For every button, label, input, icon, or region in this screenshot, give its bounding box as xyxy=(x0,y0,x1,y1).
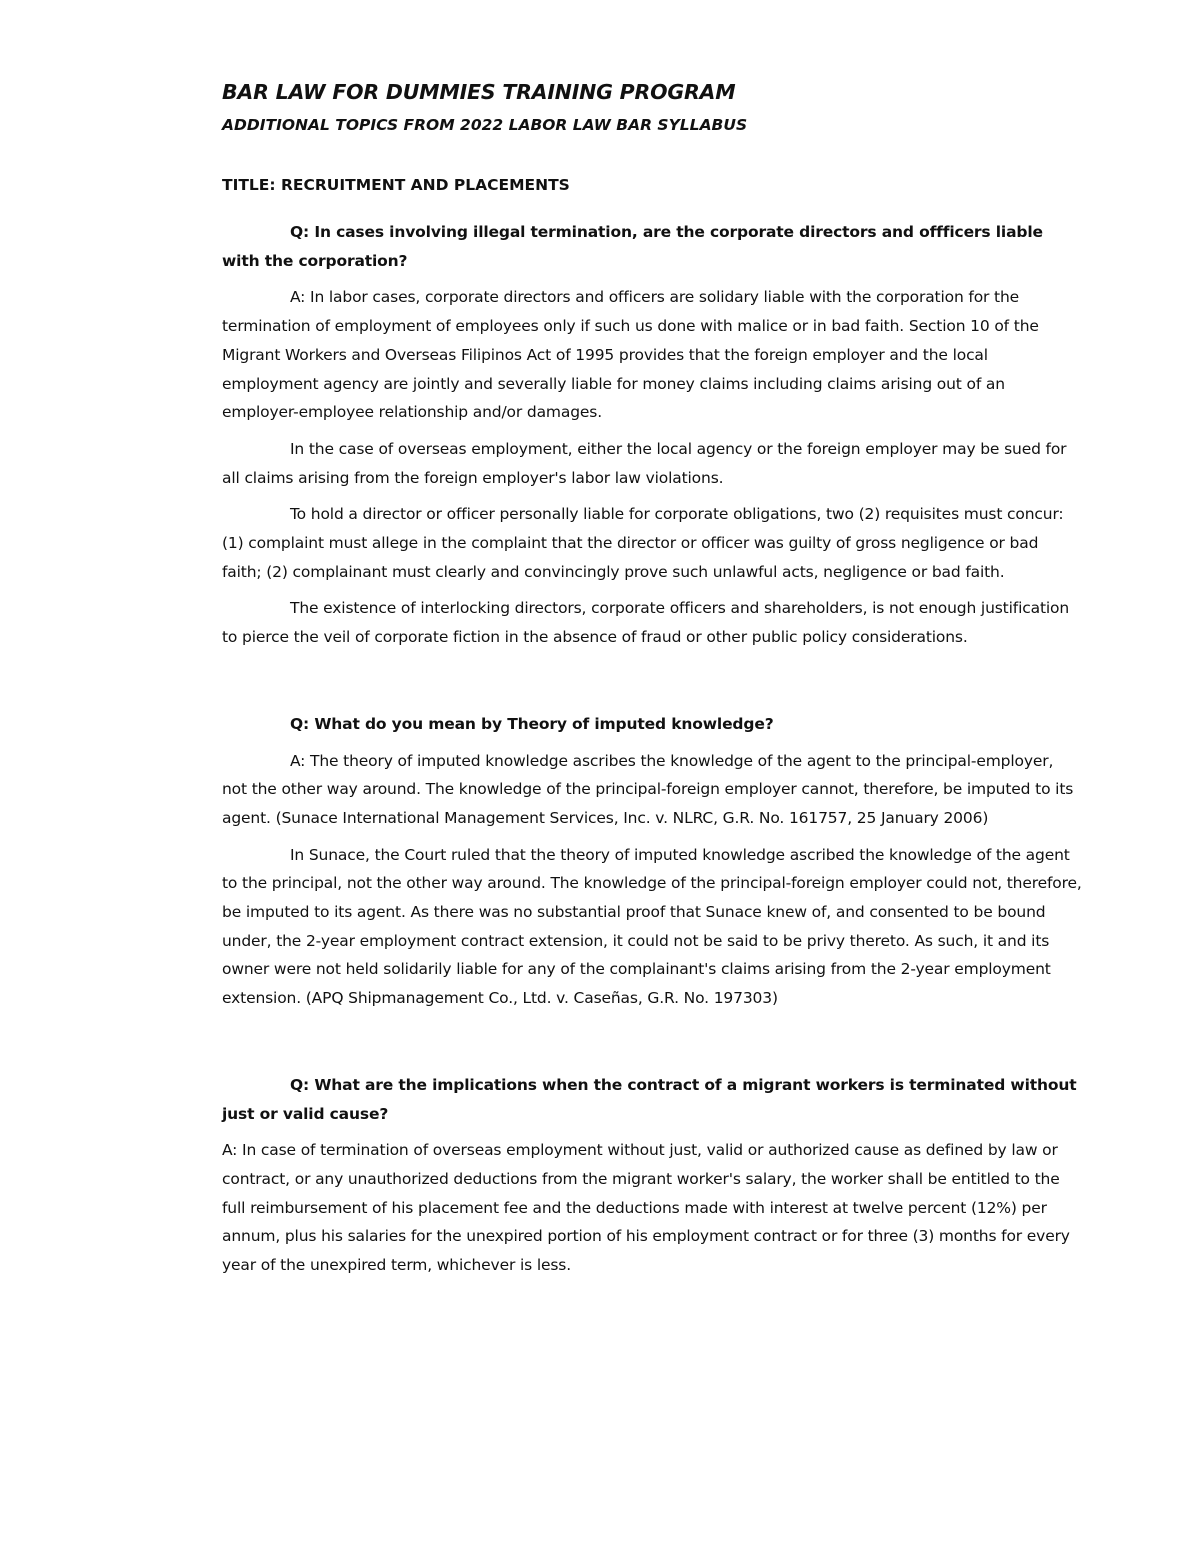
question-2: Q: What do you mean by Theory of imputed knowledge? xyxy=(290,714,774,733)
answer-1-paragraph-3: To hold a director or officer personally liable for corporate obligations, two (2) requisites must concur: (1) complaint must allege in the complaint that the director or officer was guilty of gross negligence or bad faith; (2) complainant must clearly and convincingly prove such unlawful acts, negligence or bad faith. xyxy=(222,505,1064,581)
answer-1-paragraph-1: A: In labor cases, corporate directors and officers are solidary liable with the corporation for the termination of employment of employees only if such us done with malice or in bad faith. Section 10 of the Migrant Workers and Overseas Filipinos Act of 1995 provides that the foreign employer and the local employment agency are jointly and severally liable for money claims including claims arising out of an employer-employee relationship and/or damages. xyxy=(222,288,1039,422)
answer-2-paragraph-2: In Sunace, the Court ruled that the theory of imputed knowledge ascribed the knowledge of the agent to the principal, not the other way around. The knowledge of the principal-foreign employer could not, therefore, be imputed to its agent. As there was no substantial proof that Sunace knew of, and consented to be bound under, the 2-year employment contract extension, it could not be said to be privy thereto. As such, it and its owner were not held solidarily liable for any of the complainant's claims arising from the 2-year employment extension. (APQ Shipmanagement Co., Ltd. v. Caseñas, G.R. No. 197303) xyxy=(222,845,1082,1008)
answer-1-paragraph-4: The existence of interlocking directors, corporate officers and shareholders, is not enough justification to pierce the veil of corporate fiction in the absence of fraud or other public policy considerations. xyxy=(222,599,1070,647)
section-title: TITLE: RECRUITMENT AND PLACEMENTS xyxy=(222,176,570,194)
question-3: Q: What are the implications when the contract of a migrant workers is terminated without just or valid cause? xyxy=(222,1075,1077,1123)
document-title: BAR LAW FOR DUMMIES TRAINING PROGRAM xyxy=(222,80,736,104)
document-subtitle: ADDITIONAL TOPICS FROM 2022 LABOR LAW BAR SYLLABUS xyxy=(222,116,748,134)
document-page xyxy=(222,78,1082,1280)
answer-2-paragraph-1: A: The theory of imputed knowledge ascribes the knowledge of the agent to the principal-employer, not the other way around. The knowledge of the principal-foreign employer cannot, therefore, be imputed to its agent. (Sunace International Management Services, Inc. v. NLRC, G.R. No. 161757, 25 January 2006) xyxy=(222,751,1074,827)
answer-3-paragraph-1: A: In case of termination of overseas employment without just, valid or authorized cause as defined by law or contract, or any unauthorized deductions from the migrant worker's salary, the worker shall be entitled to the full reimbursement of his placement fee and the deductions made with interest at twelve percent (12%) per annum, plus his salaries for the unexpired portion of his employment contract or for three (3) months for every year of the unexpired term, whichever is less. xyxy=(222,1141,1070,1275)
question-1: Q: In cases involving illegal termination, are the corporate directors and offficers liable with the corporation? xyxy=(222,223,1043,270)
answer-1-paragraph-2: In the case of overseas employment, either the local agency or the foreign employer may be sued for all claims arising from the foreign employer's labor law violations. xyxy=(222,439,1067,487)
